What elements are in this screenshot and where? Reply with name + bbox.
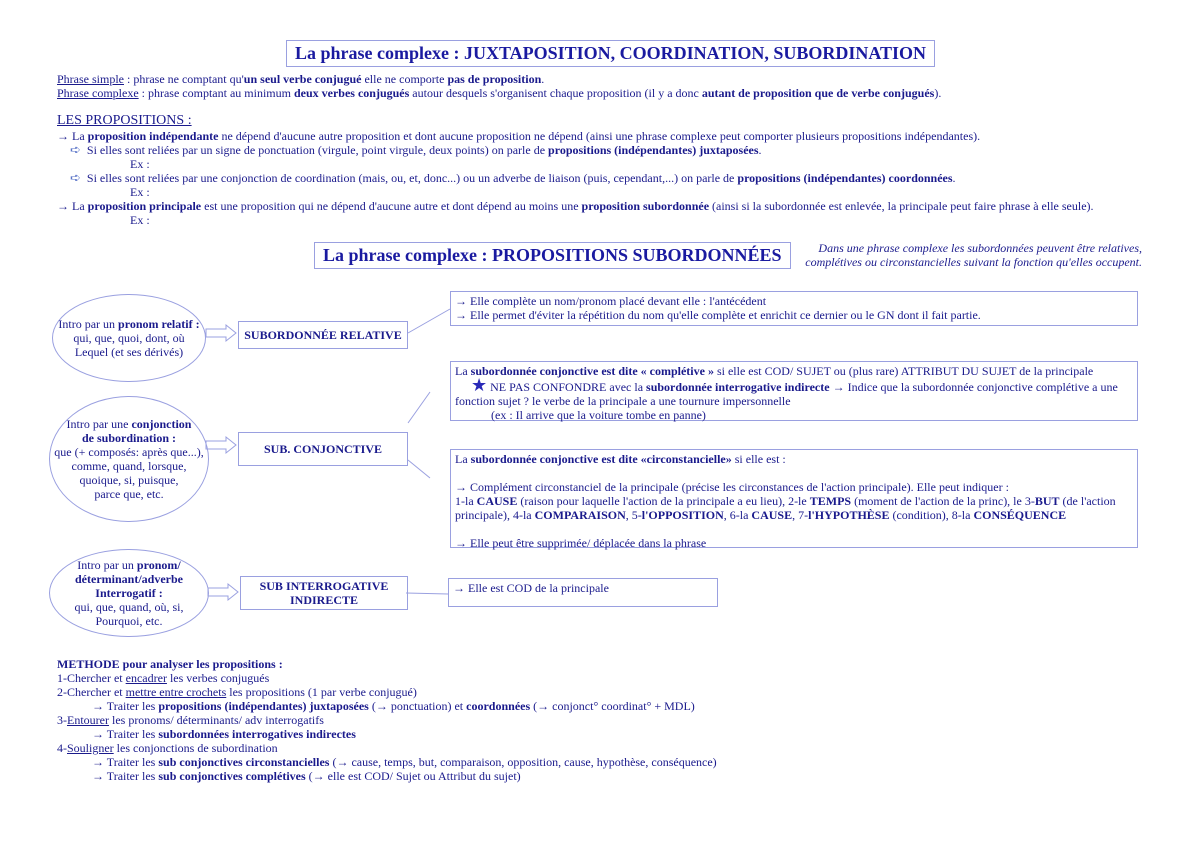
intro-pronom-relatif: Intro par un pronom relatif : qui, que, quoi, dont, où Lequel (et ses dérivés) — [52, 294, 206, 382]
methode-step-2-detail: → Traiter les propositions (indépendantes) juxtaposées (→ ponctuation) et coordonnées (→ conjonct° coordinat° + MDL) — [92, 699, 695, 713]
desc-circonstancielle: La subordonnée conjonctive est dite «circonstancielle» si elle est : → Complément circonstanciel de la principale (précise les circonstances de l'action principale). Elle peut indiquer : 1-la CAUSE (raison pour laquelle l'action de la principale a eu lieu), 2-le TEMPS (moment de l'action de la princ), le 3-BUT (de l'action principale), 4-la COMPARAISON, 5-l'OPPOSITION, 6-la CAUSE, 7-l'HYPOTHÈSE (condition), 8-la CONSÉQUENCE → Elle peut être supprimée/ déplacée dans la phrase — [450, 449, 1138, 548]
desc-completive: La subordonnée conjonctive est dite « complétive » si elle est COD/ SUJET ou (plus rare) ATTRIBUT DU SUJET de la principale ★ NE PAS CONFONDRE avec la subordonnée interrogative indirecte → Indice que la subordonnée conjonctive complétive a une fonction sujet ? le verbe de la principale a une tournure impersonnelle (ex : Il arrive que la voiture tombe en panne) — [450, 361, 1138, 421]
section-title-subordonnees: La phrase complexe : PROPOSITIONS SUBORDONNÉES — [314, 242, 791, 269]
prop-independante: → La proposition indépendante ne dépend d'aucune autre proposition et dont aucune proposition ne dépend (ainsi une phrase complexe peut comporter plusieurs propositions indépendantes). — [57, 129, 981, 143]
desc-relative: → Elle complète un nom/pronom placé devant elle : l'antécédent → Elle permet d'éviter la répétition du nom qu'elle complète et enrichit ce dernier ou le GN dont il fait partie. — [450, 291, 1138, 326]
star-icon: ★ — [471, 375, 488, 395]
note-subordonnees: Dans une phrase complexe les subordonnées peuvent être relatives, complétives ou circonstancielles suivant la fonction qu'elles occupent. — [805, 241, 1142, 269]
methode-step-4: 4-Souligner les conjonctions de subordination — [57, 741, 278, 755]
prop-coordonnees: ➪ Si elles sont reliées par une conjonction de coordination (mais, ou, et, donc...) ou un adverbe de liaison (puis, cependant,...) on parle de propositions (indépendantes) coordonnées. — [70, 170, 956, 185]
def-phrase-complexe: Phrase complexe : phrase comptant au minimum deux verbes conjugués autour desquels s'organisent chaque proposition (il y a donc autant de proposition que de verbe conjugués). — [57, 86, 942, 100]
example-1: Ex : — [130, 157, 150, 171]
methode-step-3: 3-Entourer les pronoms/ déterminants/ adv interrogatifs — [57, 713, 324, 727]
intro-conjonction-subordination: Intro par une conjonction de subordination : que (+ composés: après que...), comme, quand, lorsque, quoique, si, puisque, parce que, etc. — [49, 396, 209, 522]
pointing-hand-icon: ➪ — [70, 142, 81, 157]
prop-juxtaposees: ➪ Si elles sont reliées par un signe de ponctuation (virgule, point virgule, deux points) on parle de propositions (indépendantes) juxtaposées. — [70, 142, 762, 157]
methode-step-2: 2-Chercher et mettre entre crochets les propositions (1 par verbe conjugué) — [57, 685, 417, 699]
def-phrase-simple: Phrase simple : phrase ne comptant qu'un seul verbe conjugué elle ne comporte pas de proposition. — [57, 72, 545, 86]
label-sub-interrogative-indirecte: SUB INTERROGATIVE INDIRECTE — [240, 576, 408, 610]
prop-principale: → La proposition principale est une proposition qui ne dépend d'aucune autre et dont dépend au moins une proposition subordonnée (ainsi si la subordonnée est enlevée, la principale peut faire phrase à elle seule). — [57, 199, 1094, 213]
pointing-hand-icon: ➪ — [70, 170, 81, 185]
intro-interrogatif: Intro par un pronom/ déterminant/adverbe Interrogatif : qui, que, quand, où, si, Pourquoi, etc. — [49, 549, 209, 637]
label-subordonnee-relative: SUBORDONNÉE RELATIVE — [238, 321, 408, 349]
methode-title: METHODE pour analyser les propositions : — [57, 657, 283, 671]
page-title: La phrase complexe : JUXTAPOSITION, COORDINATION, SUBORDINATION — [286, 40, 935, 67]
methode-step-4-comp: → Traiter les sub conjonctives complétives (→ elle est COD/ Sujet ou Attribut du sujet) — [92, 769, 521, 783]
example-3: Ex : — [130, 213, 150, 227]
methode-step-4-circ: → Traiter les sub conjonctives circonstancielles (→ cause, temps, but, comparaison, opposition, cause, hypothèse, conséquence) — [92, 755, 717, 769]
label-sub-conjonctive: SUB. CONJONCTIVE — [238, 432, 408, 466]
methode-step-3-detail: → Traiter les subordonnées interrogatives indirectes — [92, 727, 356, 741]
desc-interrogative: → Elle est COD de la principale — [448, 578, 718, 607]
propositions-heading: LES PROPOSITIONS : — [57, 113, 192, 128]
methode-step-1: 1-Chercher et encadrer les verbes conjugués — [57, 671, 270, 685]
example-2: Ex : — [130, 185, 150, 199]
